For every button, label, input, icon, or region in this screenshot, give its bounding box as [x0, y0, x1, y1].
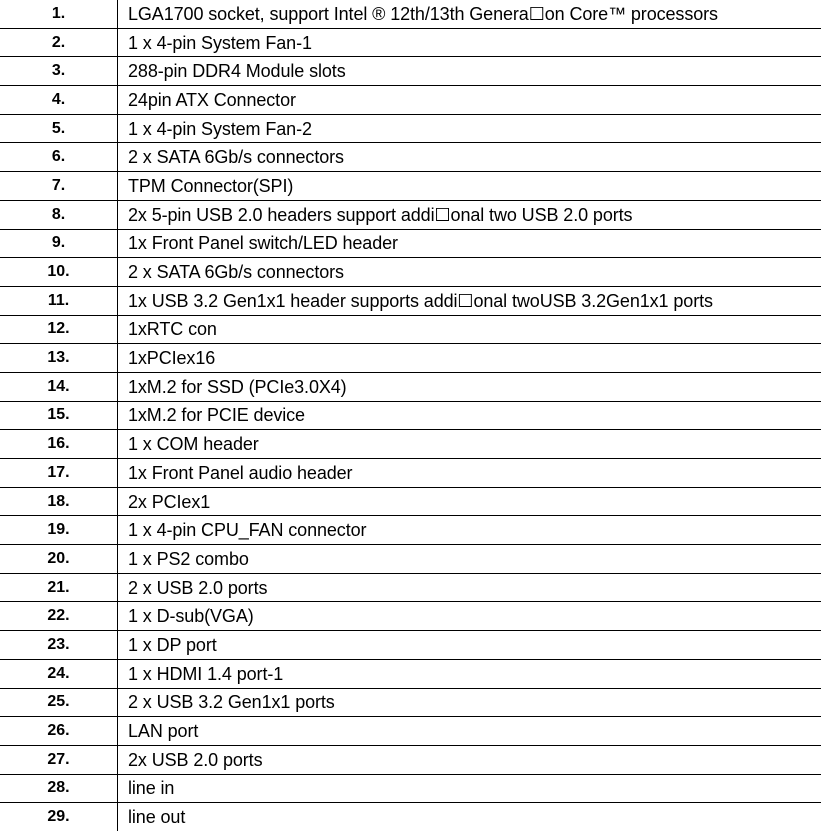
row-number: 28.: [0, 774, 118, 803]
row-number: 24.: [0, 659, 118, 688]
table-row: [0, 286, 821, 315]
row-number: 18.: [0, 487, 118, 516]
row-description: line in: [118, 774, 821, 803]
table-row: [0, 401, 821, 430]
table-row: [0, 487, 821, 516]
row-number: 29.: [0, 803, 118, 831]
table-row: [0, 659, 821, 688]
row-number: 20.: [0, 545, 118, 574]
row-description: 288-pin DDR4 Module slots: [118, 57, 821, 86]
table-row: [0, 344, 821, 373]
row-description: 2 x SATA 6Gb/s connectors: [118, 258, 821, 287]
table-row: [0, 229, 821, 258]
table-row: [0, 114, 821, 143]
table-row: [0, 172, 821, 201]
table-row: [0, 516, 821, 545]
row-number: 14.: [0, 372, 118, 401]
table-row: [0, 430, 821, 459]
row-number: 25.: [0, 688, 118, 717]
row-description: line out: [118, 803, 821, 831]
row-description: 2 x USB 3.2 Gen1x1 ports: [118, 688, 821, 717]
table-row: [0, 200, 821, 229]
row-description: 1 x HDMI 1.4 port-1: [118, 659, 821, 688]
row-description: 1x Front Panel audio header: [118, 459, 821, 488]
row-number: 15.: [0, 401, 118, 430]
row-description: 1 x COM header: [118, 430, 821, 459]
table-row: [0, 258, 821, 287]
row-number: 16.: [0, 430, 118, 459]
row-number: 21.: [0, 573, 118, 602]
table-row: [0, 745, 821, 774]
row-description: 1xPCIex16: [118, 344, 821, 373]
row-number: 7.: [0, 172, 118, 201]
row-number: 6.: [0, 143, 118, 172]
row-number: 23.: [0, 631, 118, 660]
row-description: 2x USB 2.0 ports: [118, 745, 821, 774]
row-number: 2.: [0, 28, 118, 57]
row-description: 1 x PS2 combo: [118, 545, 821, 574]
table-row: [0, 28, 821, 57]
row-description: 1xM.2 for SSD (PCIe3.0X4): [118, 372, 821, 401]
row-description: 1xRTC con: [118, 315, 821, 344]
table-row: [0, 631, 821, 660]
row-number: 9.: [0, 229, 118, 258]
row-number: 13.: [0, 344, 118, 373]
table-row: [0, 803, 821, 831]
table-row: [0, 57, 821, 86]
row-number: 1.: [0, 0, 118, 28]
row-description: 2x PCIex1: [118, 487, 821, 516]
row-number: 11.: [0, 286, 118, 315]
row-number: 22.: [0, 602, 118, 631]
row-description: TPM Connector(SPI): [118, 172, 821, 201]
table-row: [0, 372, 821, 401]
table-row: [0, 0, 821, 28]
table-row: [0, 545, 821, 574]
row-number: 5.: [0, 114, 118, 143]
table-row: [0, 315, 821, 344]
table-row: [0, 717, 821, 746]
table-row: [0, 688, 821, 717]
row-description: 2x 5-pin USB 2.0 headers support addi☐onal two USB 2.0 ports: [118, 200, 821, 229]
table-row: [0, 459, 821, 488]
row-description: 1x Front Panel switch/LED header: [118, 229, 821, 258]
row-description: 1 x D-sub(VGA): [118, 602, 821, 631]
row-description: 1 x 4-pin CPU_FAN connector: [118, 516, 821, 545]
row-number: 27.: [0, 745, 118, 774]
row-description: 1 x 4-pin System Fan-1: [118, 28, 821, 57]
row-number: 4.: [0, 86, 118, 115]
row-description: 1x USB 3.2 Gen1x1 header supports addi☐onal twoUSB 3.2Gen1x1 ports: [118, 286, 821, 315]
row-description: 24pin ATX Connector: [118, 86, 821, 115]
row-number: 10.: [0, 258, 118, 287]
table-row: [0, 86, 821, 115]
table-row: [0, 602, 821, 631]
row-description: 2 x USB 2.0 ports: [118, 573, 821, 602]
row-number: 19.: [0, 516, 118, 545]
row-description: LGA1700 socket, support Intel ® 12th/13th Genera☐on Core™ processors: [118, 0, 821, 28]
row-number: 26.: [0, 717, 118, 746]
table-row: [0, 143, 821, 172]
row-description: 1xM.2 for PCIE device: [118, 401, 821, 430]
row-description: LAN port: [118, 717, 821, 746]
row-number: 12.: [0, 315, 118, 344]
row-description: 1 x 4-pin System Fan-2: [118, 114, 821, 143]
table-row: [0, 774, 821, 803]
row-number: 3.: [0, 57, 118, 86]
table-row: [0, 573, 821, 602]
row-description: 2 x SATA 6Gb/s connectors: [118, 143, 821, 172]
row-number: 8.: [0, 200, 118, 229]
row-description: 1 x DP port: [118, 631, 821, 660]
row-number: 17.: [0, 459, 118, 488]
